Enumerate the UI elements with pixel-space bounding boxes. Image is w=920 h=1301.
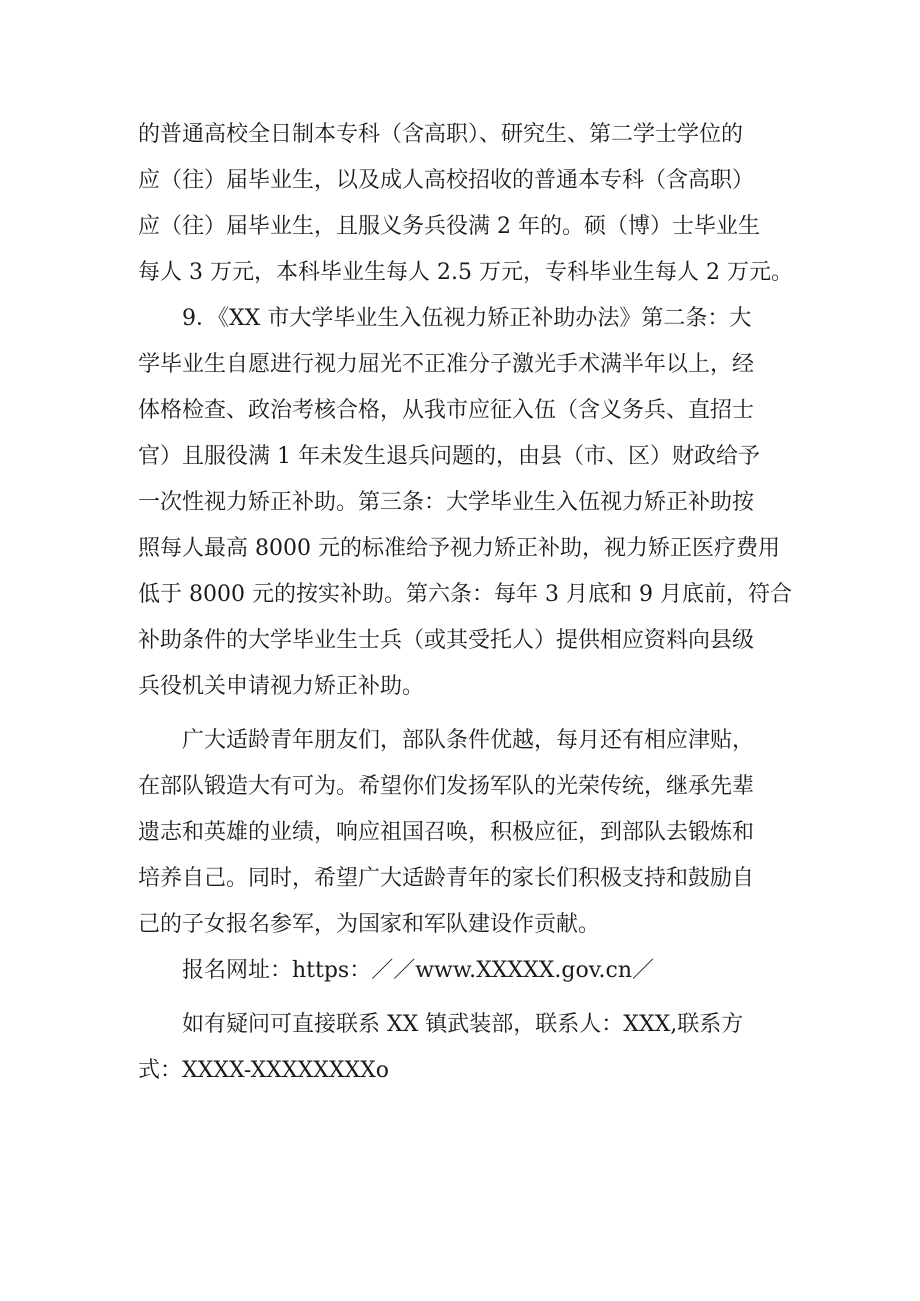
paragraph-line: 应（往）届毕业生，以及成人高校招收的普通本专科（含高职） <box>138 168 755 193</box>
paragraph-line: 如有疑问可直接联系 XX 镇武装部，联系人：XXX,联系方 <box>182 1012 744 1037</box>
paragraph-line: 广大适龄青年朋友们，部队条件优越，每月还有相应津贴， <box>182 728 755 753</box>
registration-url-line <box>138 948 818 994</box>
paragraph-line: 学毕业生自愿进行视力屈光不正准分子激光手术满半年以上，经 <box>138 352 755 377</box>
paragraph-line: 官）且服役满 1 年未发生退兵问题的，由县（市、区）财政给予 <box>138 444 760 469</box>
paragraph-contact <box>138 1002 818 1094</box>
paragraph-line: 照每人最高 8000 元的标准给予视力矫正补助，视力矫正医疗费用 <box>138 536 780 561</box>
registration-url[interactable]: 报名网址：https：／／www.XXXXX.gov.cn／ <box>182 958 655 983</box>
paragraph-appeal <box>138 718 818 948</box>
paragraph-line: 每人 3 万元，本科毕业生每人 2.5 万元，专科毕业生每人 2 万元。 <box>138 260 793 285</box>
paragraph-line: 体格检查、政治考核合格，从我市应征入伍（含义务兵、直招士 <box>138 398 755 423</box>
paragraph-line: 应（往）届毕业生，且服义务兵役满 2 年的。硕（博）士毕业生 <box>138 214 760 239</box>
paragraph-line: 的普通高校全日制本专科（含高职）、研究生、第二学士学位的 <box>138 122 744 147</box>
paragraph-line: 低于 8000 元的按实补助。第六条：每年 3 月底和 9 月底前，符合 <box>138 582 792 607</box>
paragraph-subsidy-amounts <box>138 112 818 296</box>
paragraph-line: 9．《XX 市大学毕业生入伍视力矫正补助办法》第二条：大 <box>182 306 752 331</box>
paragraph-line: 兵役机关申请视力矫正补助。 <box>138 674 425 699</box>
paragraph-line: 一次性视力矫正补助。第三条：大学毕业生入伍视力矫正补助按 <box>138 490 755 515</box>
contact-phone-line: 式：XXXX-XXXXXXXXo <box>138 1058 390 1083</box>
paragraph-line: 遗志和英雄的业绩，响应祖国召唤，积极应征，到部队去锻炼和 <box>138 820 755 845</box>
document-body <box>138 112 818 1094</box>
paragraph-line: 己的子女报名参军，为国家和军队建设作贡献。 <box>138 912 601 937</box>
paragraph-line: 补助条件的大学毕业生士兵（或其受托人）提供相应资料向县级 <box>138 628 755 653</box>
paragraph-line: 培养自己。同时，希望广大适龄青年的家长们积极支持和鼓励自 <box>138 866 755 891</box>
paragraph-vision-correction <box>138 296 818 710</box>
paragraph-line: 在部队锻造大有可为。希望你们发扬军队的光荣传统，继承先辈 <box>138 774 755 799</box>
